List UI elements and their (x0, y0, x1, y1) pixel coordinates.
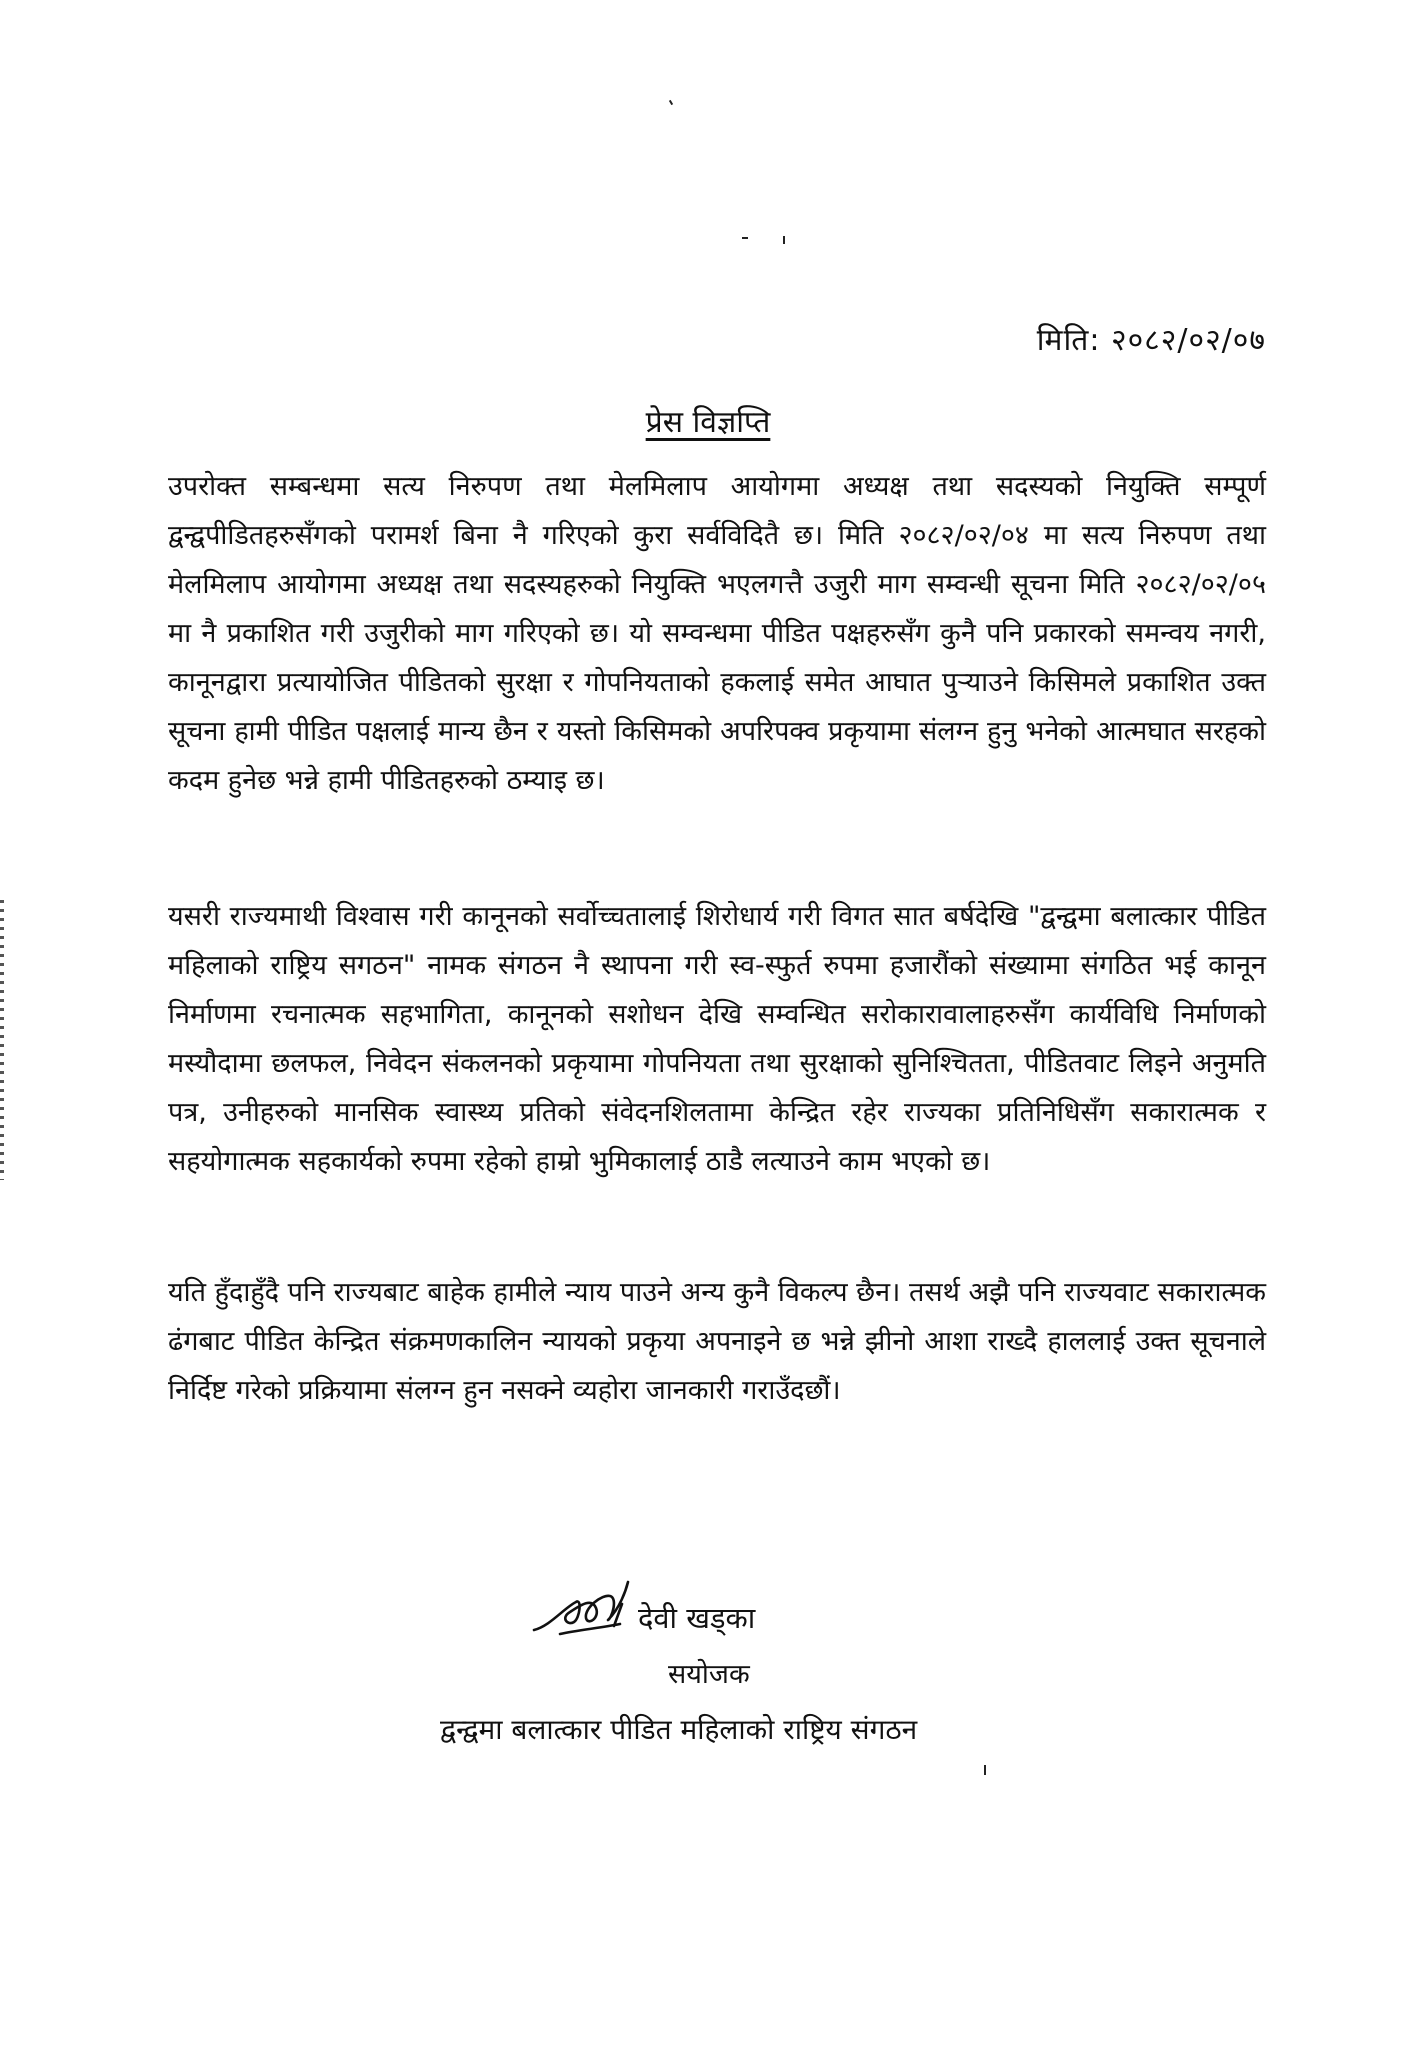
letter-title (0, 400, 1416, 441)
handwritten-signature (530, 1568, 640, 1648)
signatory-name: देवी खड्का (638, 1601, 756, 1635)
letter-title-text: प्रेस विज्ञप्ति (645, 405, 771, 440)
scan-speck (669, 100, 673, 105)
paragraph-2: यसरी राज्यमाथी विश्वास गरी कानूनको सर्वोच्चतालाई शिरोधार्य गरी विगत सात बर्षदेखि "द्वन्द्वमा बलात्कार पीडित महिलाको राष्ट्रिय सगठन" नामक संगठन नै स्थापना गरी स्व-स्फुर्त रुपमा हजारौंको संख्यामा संगठित भई कानून निर्माणमा रचनात्मक सहभागिता, कानूनको सशोधन देखि सम्वन्धित सरोकारावालाहरुसँग कार्यविधि निर्माणको मस्यौदामा छलफल, निवेदन संकलनको प्रकृयामा गोपनियता तथा सुरक्षाको सुनिश्चितता, पीडितवाट लिइने अनुमति पत्र, उनीहरुको मानसिक स्वास्थ्य प्रतिको संवेदनशिलतामा केन्द्रित रहेर राज्यका प्रतिनिधिसँग सकारात्मक र सहयोगात्मक सहकार्यको रुपमा रहेको हाम्रो भुमिकालाई ठाडै लत्याउने काम भएको छ। (168, 901, 1266, 1177)
paragraph-1: उपरोक्त सम्बन्धमा सत्य निरुपण तथा मेलमिलाप आयोगमा अध्यक्ष तथा सदस्यको नियुक्ति सम्पूर्ण द्वन्द्वपीडितहरुसँगको परामर्श बिना नै गरिएको कुरा सर्वविदितै छ। मिति २०८२/०२/०४ मा सत्य निरुपण तथा मेलमिलाप आयोगमा अध्यक्ष तथा सदस्यहरुको नियुक्ति भएलगत्तै उजुरी माग सम्वन्धी सूचना मिति २०८२/०२/०५ मा नै प्रकाशित गरी उजुरीको माग गरिएको छ। यो सम्वन्धमा पीडित पक्षहरुसँग कुनै पनि प्रकारको समन्वय नगरी, कानूनद्वारा प्रत्यायोजित पीडितको सुरक्षा र गोपनियताको हकलाई समेत आघात पुऱ्याउने किसिमले प्रकाशित उक्त सूचना हामी पीडित पक्षलाई मान्य छैन र यस्तो किसिमको अपरिपक्व प्रकृयामा संलग्न हुनु भनेको आत्मघात सरहको कदम हुनेछ भन्ने हामी पीडितहरुको ठम्याइ छ। (168, 471, 1266, 796)
signatory-role: सयोजक (668, 1659, 750, 1690)
scan-speck (742, 237, 748, 239)
scan-edge-marks (0, 900, 4, 1180)
signatory-organization: द्वन्द्वमा बलात्कार पीडित महिलाको राष्ट्रिय संगठन (440, 1713, 918, 1746)
scan-speck (984, 1765, 986, 1775)
paragraph-3: यति हुँदाहुँदै पनि राज्यबाट बाहेक हामीले न्याय पाउने अन्य कुनै विकल्प छैन। तसर्थ अझै पनि राज्यवाट सकारात्मक ढंगबाट पीडित केन्द्रित संक्रमणकालिन न्यायको प्रकृया अपनाइने छ भन्ने झीनो आशा राख्दै हाललाई उक्त सूचनाले निर्दिष्ट गरेको प्रक्रियामा संलग्न हुन नसक्ने व्यहोरा जानकारी गराउँदछौं। (168, 1277, 1266, 1406)
letter-date: मिति: २०८२/०२/०७ (1036, 323, 1266, 358)
scan-speck (783, 236, 785, 244)
